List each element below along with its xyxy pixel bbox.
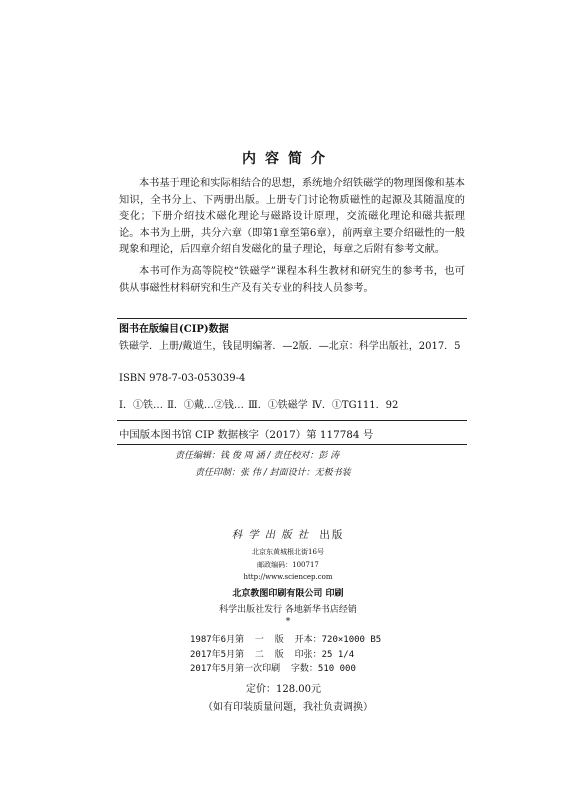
summary-title: 内容简介 [242,151,334,167]
staff-line-editors: 责任编辑：钱 俊 周 涵 / 责任校对：彭 涛 [175,451,340,461]
publisher-line [0,527,576,542]
cip-data-number: 中国版本图书馆 CIP 数据核字（2017）第 117784 号 [119,429,374,441]
edition-line-3: 2017年5月第一次印刷 字数：510 000 [190,664,356,674]
publisher-url: http://www.sciencep.com [243,573,333,581]
publisher-name: 科学出版社 [231,529,315,541]
cip-heading: 图书在版编目(CIP)数据 [119,324,229,335]
cip-line-classification: Ⅰ．①铁… Ⅱ．①戴…②钱… Ⅲ．①铁磁学 Ⅳ．①TG111．92 [119,400,399,411]
summary-paragraph-2: 本书可作为高等院校“铁磁学”课程本科生教材和研究生的参考书，也可供从事磁性材料研究和生产及有关专业的科技人员参考。 [119,266,465,294]
quality-note: （如有印装质量问题，我社负责调换） [203,702,373,713]
summary-paragraph-1: 本书基于理论和实际相结合的思想，系统地介绍铁磁学的物理图像和基本知识，全书分上、下两册出版。上册专门讨论物质磁性的起源及其随温度的变化；下册介绍技术磁化理论与磁路设计原理，交流磁化理论和磁共振理论。本书为上册，共分六章（即第1章至第6章），前两章主要介绍磁性的一般现象和理论，后四章介绍自发磁化的量子理论，每章之后附有参考文献。 [119,178,465,255]
publisher-address: 北京东黄城根北街16号 [252,548,324,556]
printer-line: 北京教图印刷有限公司 印刷 [232,589,344,599]
distribution-line: 科学出版社发行 各地新华书店经销 [219,605,357,615]
edition-line-1: 1987年6月第 一 版 开本：720×1000 B5 [190,635,382,645]
cip-line-isbn: ISBN 978-7-03-053039-4 [119,373,246,384]
publisher-zip: 邮政编码：100717 [257,561,319,569]
cip-middle-rule [117,420,467,421]
price: 定价：128.00元 [246,684,321,695]
separator-star: * [285,617,291,627]
cip-top-rule [117,318,467,319]
cip-bottom-rule [117,444,467,445]
staff-line-print: 责任印制：张 伟 / 封面设计：无极书装 [195,468,351,478]
publisher-suffix: 出版 [319,529,345,541]
edition-line-2: 2017年5月第 二 版 印张：25 1/4 [190,650,355,660]
cip-line-bibliographic: 铁磁学．上册/戴道生，钱昆明编著．—2版．—北京：科学出版社，2017．5 [119,341,461,352]
